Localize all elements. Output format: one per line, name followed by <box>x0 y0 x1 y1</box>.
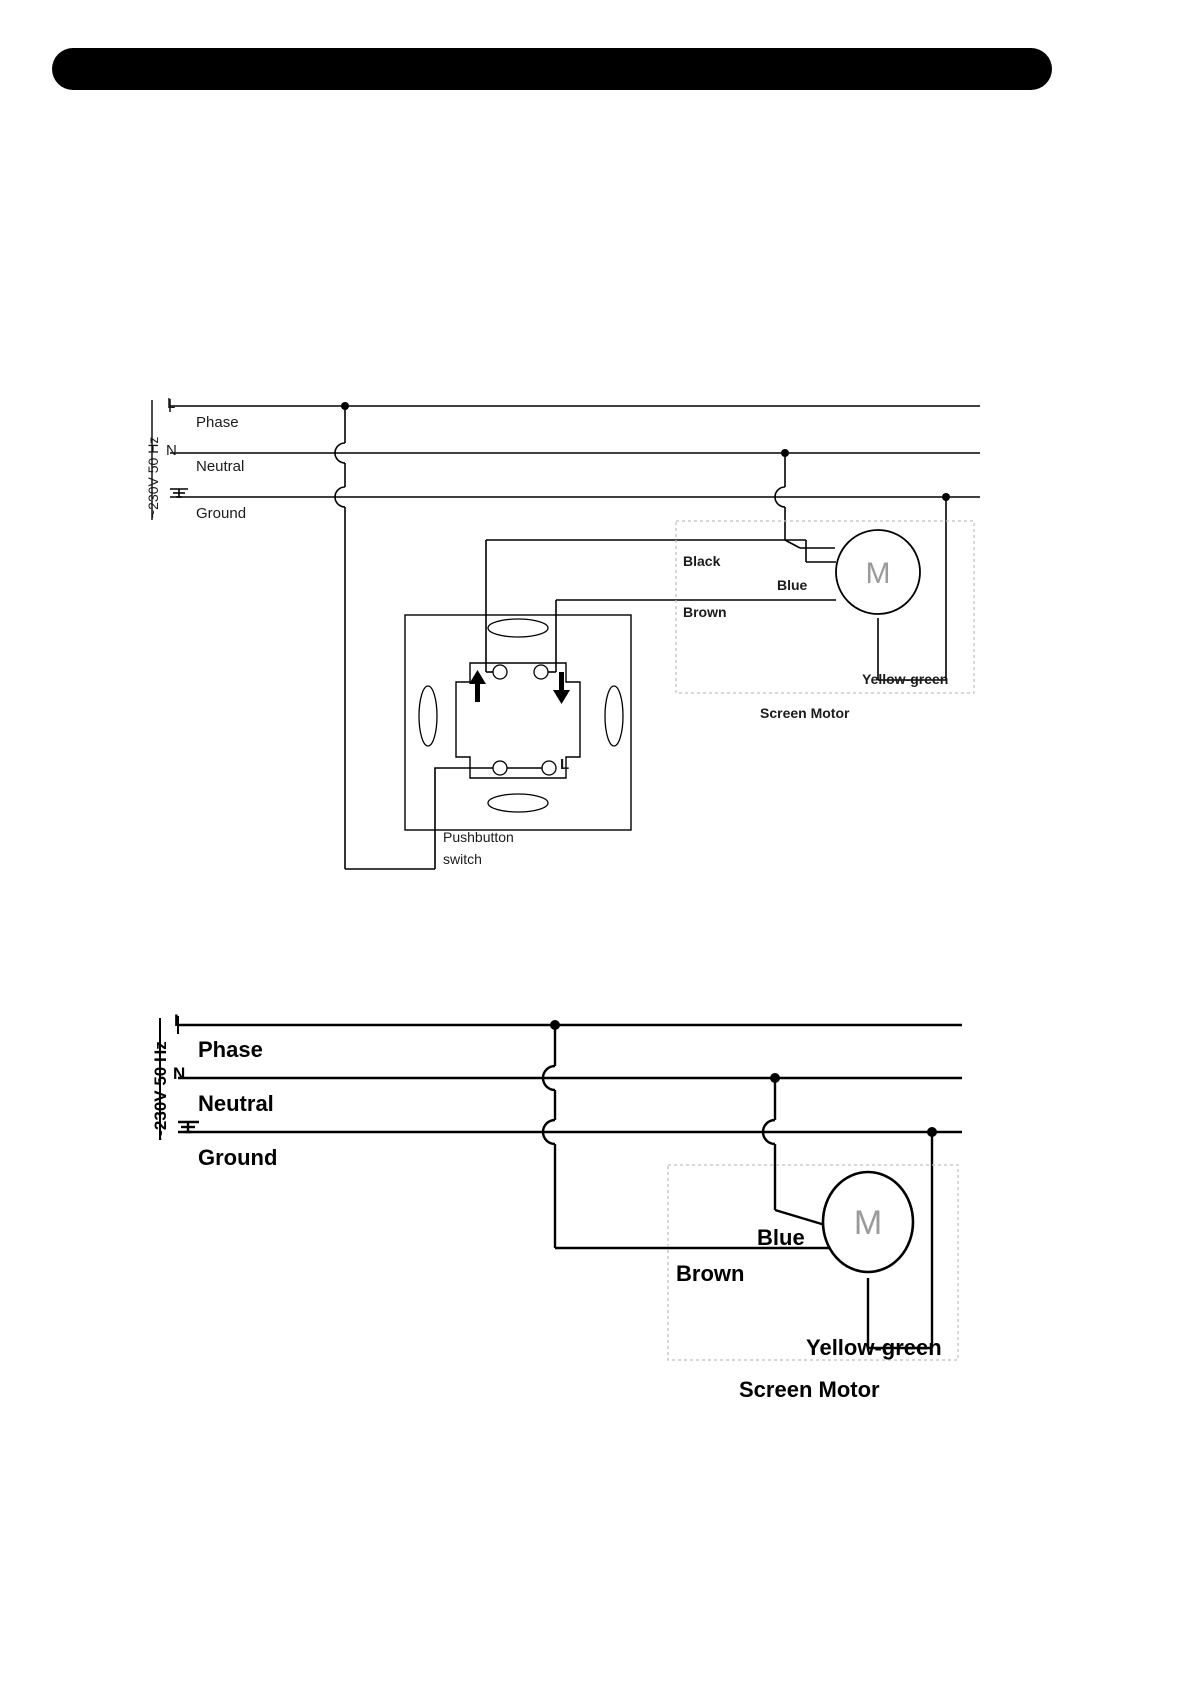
switch-caption-line1: Pushbutton <box>443 829 514 845</box>
wire-label-yellow-green-2: Yellow-green <box>806 1335 942 1360</box>
wire-label-brown-2: Brown <box>676 1261 745 1286</box>
wire-label-blue-2: Blue <box>757 1225 805 1250</box>
motor-caption-2: Screen Motor <box>739 1377 880 1402</box>
terminal-symbol-n-1: N <box>166 442 177 459</box>
wire-label-yellow-green-1: Yellow-green <box>862 671 949 687</box>
motor-caption-1: Screen Motor <box>760 705 850 721</box>
terminal-label-ground-2: Ground <box>198 1145 278 1170</box>
terminal-label-phase-1: Phase <box>196 414 239 431</box>
terminal-symbol-l-1: L <box>167 395 176 412</box>
switch-caption-line2: switch <box>443 851 482 867</box>
terminal-label-neutral-1: Neutral <box>196 458 245 475</box>
supply-voltage-label-2: ~230V 50 Hz <box>151 1041 170 1140</box>
motor-symbol-1: M <box>865 557 891 590</box>
wire-label-brown-1: Brown <box>683 604 727 620</box>
terminal-label-neutral-2: Neutral <box>198 1091 274 1116</box>
terminal-label-ground-1: Ground <box>196 505 247 522</box>
terminal-symbol-n-2: N <box>173 1064 186 1083</box>
wire-label-blue-1: Blue <box>777 577 808 593</box>
terminal-label-phase-2: Phase <box>198 1037 263 1062</box>
wire-label-black-1: Black <box>683 553 721 569</box>
terminal-symbol-l-2: L <box>174 1011 185 1030</box>
switch-terminal-label-l: L <box>560 756 570 773</box>
motor-symbol-2: M <box>853 1204 883 1242</box>
supply-voltage-label-1: ~230V 50 Hz <box>145 436 161 518</box>
